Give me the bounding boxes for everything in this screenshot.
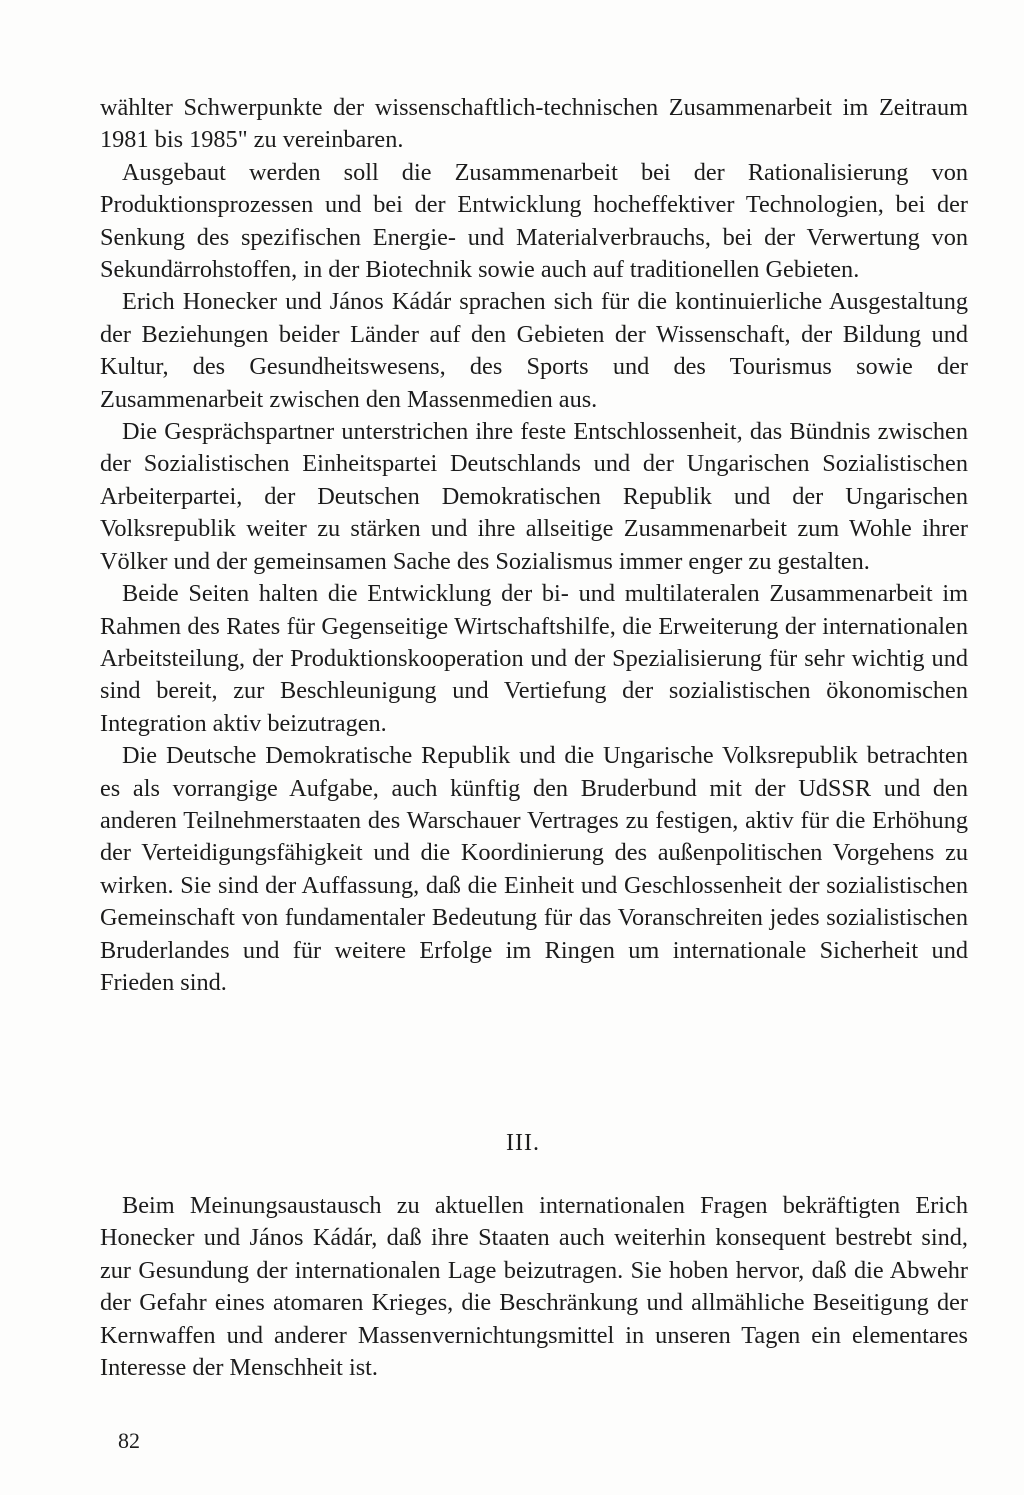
paragraph-rgw: Beide Seiten halten die Entwicklung der bi- und multilateralen Zusammenarbeit im Rahmen des Rates für Gegenseitige Wirtschaftshilfe, die Erweiterung der internationalen Arbeitsteilung, der Produktionskooperation und der Spezialisierung für sehr wichtig und sind bereit, zur Beschleunigung und Vertiefung der sozialistischen ökonomischen Integration aktiv beizutragen. — [100, 580, 968, 737]
body-text-lower — [100, 1190, 968, 1384]
paragraph-beziehungen: Erich Honecker und János Kádár sprachen sich für die kontinuierliche Ausgestaltung der Beziehungen beider Länder auf den Gebieten der Wissenschaft, der Bildung und Kultur, des Gesundheitswesens, des Sports und des Tourismus sowie der Zusammenarbeit zwischen den Massenmedien aus. — [100, 288, 968, 413]
paragraph-meinungsaustausch: Beim Meinungsaustausch zu aktuellen internationalen Fragen bekräftigten Erich Honecker und János Kádár, daß ihre Staaten auch weiterhin konsequent bestrebt sind, zur Gesundung der internationalen Lage beizutragen. Sie hoben hervor, daß die Abwehr der Gefahr eines atomaren Krieges, die Beschränkung und allmähliche Beseitigung der Kernwaffen und anderer Massenvernichtungsmittel in unseren Tagen ein elementares Interesse der Menschheit ist. — [100, 1192, 968, 1382]
page-number: 82 — [118, 1428, 140, 1453]
section-heading: III. — [506, 1130, 540, 1156]
paragraph-rationalisierung: Ausgebaut werden soll die Zusammenarbeit bei der Rationalisierung von Produktionsprozessen und bei der Entwicklung hocheffektiver Technologien, bei der Senkung des spezifischen Energie- und Materialverbrauchs, bei der Verwertung von Sekundärrohstoffen, in der Biotechnik sowie auch auf traditionellen Gebieten. — [100, 158, 968, 284]
paragraph-buendnis: Die Gesprächspartner unterstrichen ihre feste Entschlossenheit, das Bündnis zwischen der Sozialistischen Einheitspartei Deutschlands und der Ungarischen Sozialistischen Arbeiterpartei, der Deutschen Demokratischen Republik und der Ungarischen Volksrepublik weiter zu stärken und ihre allseitige Zusammenarbeit zum Wohle ihrer Völker und der gemeinsamen Sache des Sozialismus immer enger zu gestalten. — [100, 418, 968, 575]
body-text-upper — [100, 92, 968, 999]
paragraph-continuation: wählter Schwerpunkte der wissenschaftlich-technischen Zusammenarbeit im Zeitraum 1981 bis 1985" zu vereinbaren. — [100, 94, 968, 154]
paragraph-warschauer-vertrag: Die Deutsche Demokratische Republik und die Ungarische Volksrepublik betrachten es als vorrangige Aufgabe, auch künftig den Bruderbund mit der UdSSR und den anderen Teilnehmerstaaten des Warschauer Vertrages zu festigen, aktiv für die Erhöhung der Verteidigungsfähigkeit und die Koordinierung des außenpolitischen Vorgehens zu wirken. Sie sind der Auffassung, daß die Einheit und Geschlossenheit der sozialistischen Gemeinschaft von fundamentaler Bedeutung für das Voranschreiten jedes sozialistischen Bruderlandes und für weitere Erfolge im Ringen um internationale Sicherheit und Frieden sind. — [100, 742, 968, 996]
